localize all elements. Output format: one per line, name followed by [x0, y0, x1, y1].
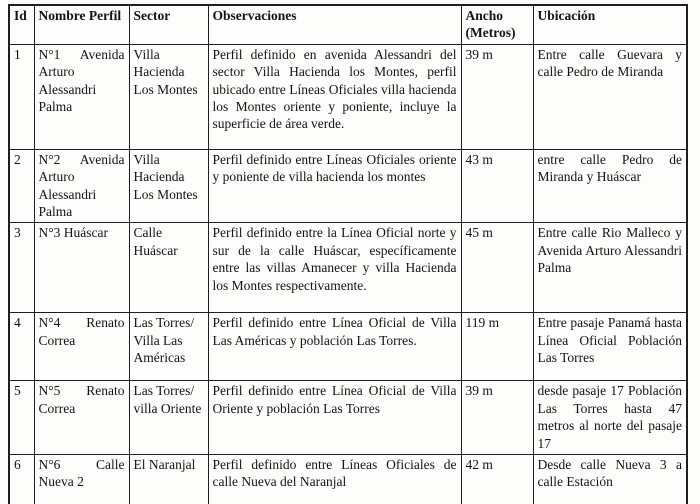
table-row [9, 455, 687, 504]
cell-nombre-perfil: N°5 Renato Correa [34, 381, 129, 455]
cell-nombre-perfil: N°4 Renato Correa [34, 313, 129, 381]
cell-sector: Las Torres/ villa Oriente [129, 381, 208, 455]
cell-nombre-perfil: N°2 Avenida Arturo Alessandri Palma [34, 149, 129, 223]
cell-observaciones: Perfil definido entre Línea Oficial de Villa Oriente y población Las Torres [208, 381, 461, 455]
header-nombre-perfil: Nombre Perfil [34, 5, 129, 44]
cell-sector: Calle Huáscar [129, 223, 208, 313]
cell-observaciones: Perfil definido entre la Línea Oficial norte y sur de la calle Huáscar, específicamente entre las villas Amanecer y villa Hacienda los Montes respectivamente. [208, 223, 461, 313]
table-row [9, 381, 687, 455]
cell-ubicacion: Desde calle Nueva 3 a calle Estación [533, 455, 687, 504]
cell-id: 3 [9, 223, 34, 313]
cell-nombre-perfil: N°3 Huáscar [34, 223, 129, 313]
cell-ancho: 42 m [461, 455, 533, 504]
cell-sector: Villa Hacienda Los Montes [129, 149, 208, 223]
header-sector: Sector [129, 5, 208, 44]
cell-ancho: 119 m [461, 313, 533, 381]
cell-nombre-perfil: N°6 Calle Nueva 2 [34, 455, 129, 504]
table-row [9, 313, 687, 381]
cell-nombre-perfil: N°1 Avenida Arturo Alessandri Palma [34, 44, 129, 149]
cell-id: 5 [9, 381, 34, 455]
table-row [9, 149, 687, 223]
header-observaciones: Observaciones [208, 5, 461, 44]
header-ancho-metros: Ancho (Metros) [461, 5, 533, 44]
cell-ubicacion: entre calle Pedro de Miranda y Huáscar [533, 149, 687, 223]
header-ubicacion: Ubicación [533, 5, 687, 44]
cell-observaciones: Perfil definido entre Líneas Oficiales oriente y poniente de villa hacienda los montes [208, 149, 461, 223]
cell-ancho: 45 m [461, 223, 533, 313]
cell-observaciones: Perfil definido entre Línea Oficial de Villa Las Américas y población Las Torres. [208, 313, 461, 381]
scanned-document-page [0, 4, 700, 504]
cell-id: 6 [9, 455, 34, 504]
table-row [9, 223, 687, 313]
table-header-row [9, 5, 687, 44]
street-profiles-table [8, 4, 688, 504]
cell-sector: Villa Hacienda Los Montes [129, 44, 208, 149]
cell-observaciones: Perfil definido en avenida Alessandri del sector Villa Hacienda los Montes, perfil ubicado entre Líneas Oficiales villa hacienda los Montes oriente y poniente, incluye la superficie de área verde. [208, 44, 461, 149]
cell-id: 2 [9, 149, 34, 223]
cell-ancho: 39 m [461, 44, 533, 149]
cell-id: 1 [9, 44, 34, 149]
table-row [9, 44, 687, 149]
header-id: Id [9, 5, 34, 44]
cell-observaciones: Perfil definido entre Líneas Oficiales de calle Nueva del Naranjal [208, 455, 461, 504]
cell-id: 4 [9, 313, 34, 381]
cell-ubicacion: Entre calle Guevara y calle Pedro de Miranda [533, 44, 687, 149]
cell-sector: Las Torres/ Villa Las Américas [129, 313, 208, 381]
cell-ubicacion: Entre pasaje Panamá hasta Línea Oficial Población Las Torres [533, 313, 687, 381]
cell-ancho: 39 m [461, 381, 533, 455]
cell-ubicacion: Entre calle Rio Malleco y Avenida Arturo Alessandri Palma [533, 223, 687, 313]
cell-ancho: 43 m [461, 149, 533, 223]
cell-sector: El Naranjal [129, 455, 208, 504]
cell-ubicacion: desde pasaje 17 Población Las Torres hasta 47 metros al norte del pasaje 17 [533, 381, 687, 455]
